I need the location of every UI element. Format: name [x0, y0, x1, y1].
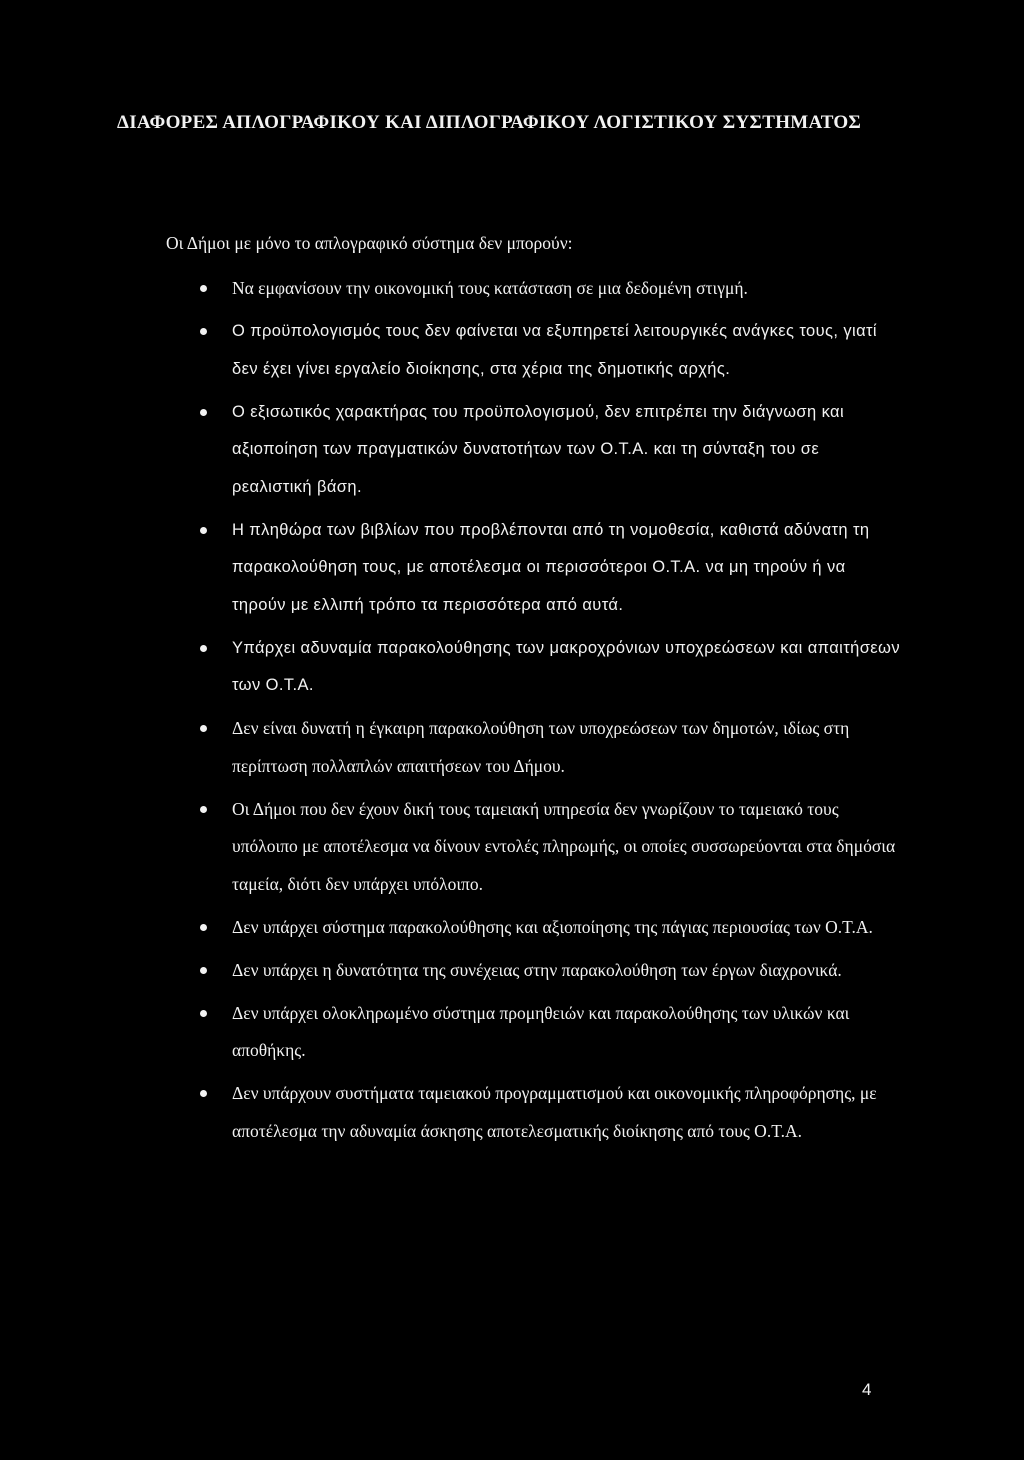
- list-item: [200, 995, 900, 1070]
- bullet-icon: [200, 409, 207, 416]
- list-item-text: Η πληθώρα των βιβλίων που προβλέπονται από τη νομοθεσία, καθιστά αδύνατη τη παρακολούθηση τους, με αποτέλεσμα οι περισσότεροι Ο.Τ.Α. να μη τηρούν ή να τηρούν με ελλιπή τρόπο τα περισσότερα από αυτά.: [232, 520, 870, 614]
- list-item-text: Υπάρχει αδυναμία παρακολούθησης των μακροχρόνιων υποχρεώσεων και απαιτήσεων των Ο.Τ.Α.: [232, 638, 900, 694]
- list-item-text: Δεν υπάρχει ολοκληρωμένο σύστημα προμηθειών και παρακολούθησης των υλικών και αποθήκης.: [232, 1002, 850, 1060]
- bullet-list: [200, 270, 900, 1156]
- intro-text: Οι Δήμοι με μόνο το απλογραφικό σύστημα δεν μπορούν:: [166, 233, 573, 253]
- list-item: [200, 630, 900, 705]
- list-item-text: Δεν είναι δυνατή η έγκαιρη παρακολούθηση των υποχρεώσεων των δημοτών, ιδίως στη περίπτωση πολλαπλών απαιτήσεων του Δήμου.: [232, 718, 850, 776]
- bullet-icon: [200, 1090, 207, 1097]
- page-number: 4: [862, 1380, 872, 1399]
- list-item: [200, 791, 900, 904]
- list-item-text: Ο εξισωτικός χαρακτήρας του προϋπολογισμού, δεν επιτρέπει την διάγνωση και αξιοποίηση των πραγματικών δυνατοτήτων των Ο.Τ.Α. και τη σύνταξη του σε ρεαλιστική βάση.: [232, 402, 845, 496]
- bullet-icon: [200, 527, 207, 534]
- bullet-icon: [200, 924, 207, 931]
- list-item: [200, 909, 900, 947]
- bullet-icon: [200, 806, 207, 813]
- bullet-icon: [200, 967, 207, 974]
- bullet-icon: [200, 1010, 207, 1017]
- list-item-text: Δεν υπάρχουν συστήματα ταμειακού προγραμματισμού και οικονομικής πληροφόρησης, με αποτέλεσμα την αδυναμία άσκησης αποτελεσματικής διοίκησης από τους Ο.Τ.Α.: [232, 1083, 877, 1141]
- bullet-icon: [200, 285, 207, 292]
- list-item-text: Οι Δήμοι που δεν έχουν δική τους ταμειακή υπηρεσία δεν γνωρίζουν το ταμειακό τους υπόλοιπο με αποτέλεσμα να δίνουν εντολές πληρωμής, οι οποίες συσσωρεύονται στα δημόσια ταμεία, διότι δεν υπάρχει υπόλοιπο.: [232, 798, 896, 894]
- bullet-icon: [200, 725, 207, 732]
- list-item-text: Ο προϋπολογισμός τους δεν φαίνεται να εξυπηρετεί λειτουργικές ανάγκες τους, γιατί δεν έχει γίνει εργαλείο διοίκησης, στα χέρια της δημοτικής αρχής.: [232, 322, 878, 378]
- list-item: [200, 394, 900, 507]
- list-item-text: Δεν υπάρχει η δυνατότητα της συνέχειας στην παρακολούθηση των έργων διαχρονικά.: [232, 959, 842, 980]
- list-item-text: Δεν υπάρχει σύστημα παρακολούθησης και αξιοποίησης της πάγιας περιουσίας των Ο.Τ.Α.: [232, 916, 873, 937]
- list-item: [200, 952, 900, 990]
- list-item: [200, 270, 900, 308]
- list-item-text: Να εμφανίσουν την οικονομική τους κατάσταση σε μια δεδομένη στιγμή.: [232, 278, 748, 298]
- bullet-icon: [200, 328, 207, 335]
- list-item: [200, 1075, 900, 1150]
- list-item: [200, 710, 900, 785]
- list-item: [200, 512, 900, 625]
- document-title: ΔΙΑΦΟΡΕΣ ΑΠΛΟΓΡΑΦΙΚΟΥ ΚΑΙ ΔΙΠΛΟΓΡΑΦΙΚΟΥ ΛΟΓΙΣΤΙΚΟΥ ΣΥΣΤΗΜΑΤΟΣ: [117, 112, 862, 133]
- bullet-icon: [200, 645, 207, 652]
- list-item: [200, 313, 900, 388]
